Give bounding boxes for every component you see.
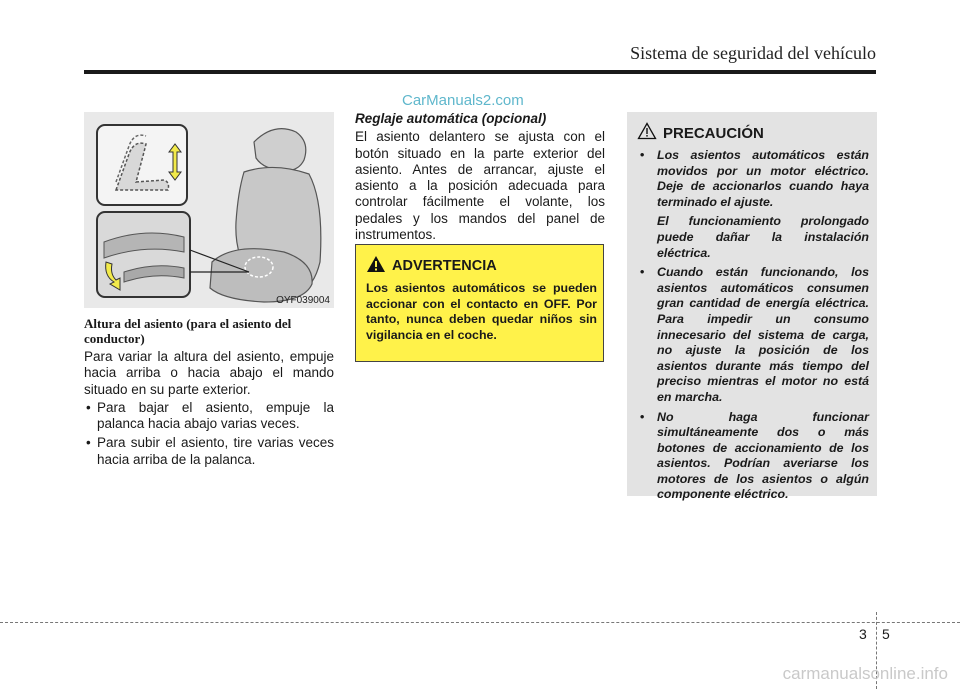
power-adjust-section [355,111,605,243]
caution-item-energy: • Cuando están funcionando, los asientos automáticos consumen gran cantidad de energía eléctrica. Para impedir un consumo innecesario del sistema de carga, no ajuste la posición de los asientos durante más tiempo del preciso mientras el motor no está en marcha. [637,265,869,405]
seat-illustration [84,112,334,308]
warning-box [355,244,604,362]
warning-title: ADVERTENCIA [392,258,497,274]
seat-height-figure [84,112,334,308]
bullet-lower-seat: • Para bajar el asiento, empuje la palanca hacia abajo varias veces. [84,400,334,433]
caution-triangle-icon [637,122,657,144]
warning-text: Los asientos automáticos se pueden accionar con el contacto en OFF. Por tanto, nunca deben quedar niños sin vigilancia en el coche. [366,281,597,342]
watermark-link[interactable]: CarManuals2.com [402,92,524,109]
watermark-bottom-link[interactable]: carmanualsonline.info [782,664,948,683]
seat-height-section [84,316,334,471]
seat-height-heading: Altura del asiento (para el asiento del conductor) [84,316,292,346]
caution-item-motor: • Los asientos automáticos están movidos por un motor eléctrico. Deje de accionarlos cuando haya terminado el ajuste. El funcionamiento prolongado puede dañar la instalación eléctrica. [637,148,869,261]
caution-list [637,148,869,503]
seat-height-paragraph: Para variar la altura del asiento, empuje hacia arriba o hacia abajo el mando situado en su parte exterior. [84,349,334,397]
page-number: 5 [882,626,890,642]
caution-box [627,112,877,502]
chapter-number: 3 [859,626,867,642]
power-adjust-paragraph: El asiento delantero se ajusta con el botón situado en la parte exterior del asiento. Antes de arrancar, ajuste el asiento a la posición adecuada para controlar fácilmente el volante, los pedales y los mandos del panel de instrumentos. [355,129,605,243]
seat-height-bullets [84,400,334,468]
power-adjust-heading: Reglaje automática (opcional) [355,111,547,126]
section-title: Sistema de seguridad del vehículo [630,43,876,63]
lever-inset [97,212,190,297]
warning-triangle-icon [366,255,386,277]
figure-code: OYF039004 [276,295,330,306]
caution-item-motor-continuation: El funcionamiento prolongado puede dañar la instalación eléctrica. [657,214,869,260]
caution-item-simultaneous: • No haga funcionar simultáneamente dos o más botones de accionamiento de los asientos. Podrían averiarse los motores de los asientos o algún componente eléctrico. [637,410,869,504]
seat-height-inset [97,125,187,205]
bullet-raise-seat: • Para subir el asiento, tire varias veces hacia arriba de la palanca. [84,435,334,468]
footer-rule [0,622,960,623]
caution-title: PRECAUCIÓN [663,124,764,142]
header-rule [84,70,876,74]
